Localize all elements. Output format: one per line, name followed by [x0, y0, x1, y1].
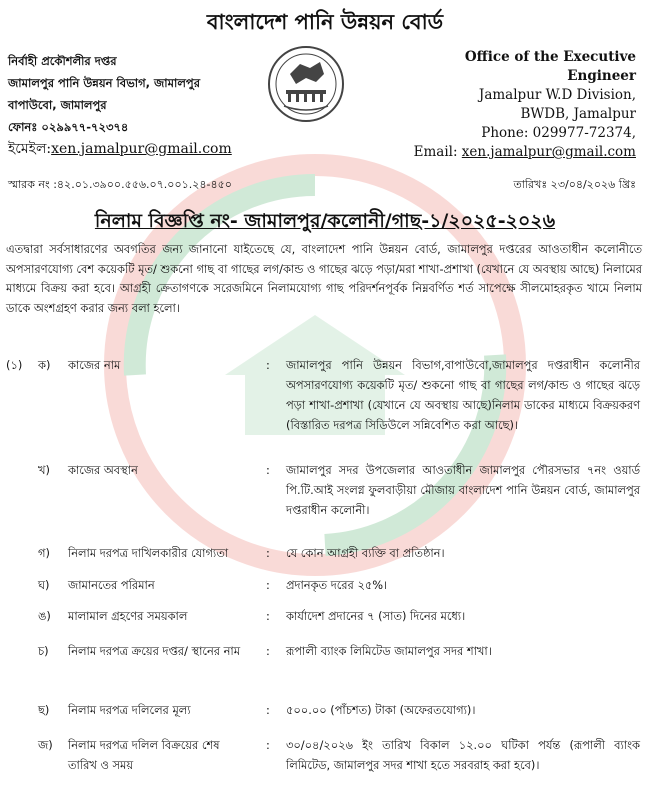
item-marker: ঘ) [38, 578, 50, 592]
item-label: নিলাম দরপত্র ক্রয়ের দপ্তর/ স্থানের নাম [68, 644, 241, 658]
phone-en: Phone: 029977-72374, [481, 125, 636, 141]
email-label-bn: ইমেইল: [8, 141, 52, 157]
item-colon: : [266, 358, 270, 372]
item-marker: গ) [38, 546, 50, 560]
item-marker: জ) [38, 738, 53, 752]
item-label: কাজের নাম [68, 358, 121, 372]
item-colon: : [266, 738, 270, 752]
item-label: নিলাম দরপত্র দলিলের মূল্য [68, 703, 191, 717]
address-en: BWDB, Jamalpur [520, 106, 636, 122]
office-name-en-1: Office of the Executive [464, 49, 636, 65]
english-office-address [366, 48, 636, 162]
item-value: জামালপুর সদর উপজেলার আওতাধীন জামালপুর পৌরসভার ৭নং ওয়ার্ড পি.টি.আই সংলগ্ন ফুলবাড়ীয়া মৌজায় বাংলাদেশ পানি উন্নয়ন বোর্ড, জামালপুর দপ্তরাধীন কলোনী। [286, 463, 640, 517]
phone-bn: ফোনঃ ০২৯৯৭৭-৭২৩৭৪ [8, 120, 129, 134]
item-colon: : [266, 546, 270, 560]
item-value: ৫০০.০০ (পাঁচশত) টাকা (অফেরতযোগ্য)। [286, 703, 476, 717]
address-bn: বাপাউবো, জামালপুর [8, 98, 107, 112]
item-value: যে কোন আগ্রহী ব্যক্তি বা প্রতিষ্ঠান। [286, 546, 445, 560]
division-name-en: Jamalpur W.D Division, [478, 87, 636, 103]
email-link-bn[interactable]: xen.jamalpur@gmail.com [51, 141, 232, 157]
division-name-bn: জামালপুর পানি উন্নয়ন বিভাগ, জামালপুর [8, 76, 201, 90]
notice-title: নিলাম বিজ্ঞপ্তি নং- জামালপুর/কলোনী/গাছ-১/২০২৫-২০২৬ [94, 210, 556, 232]
item-marker: চ) [38, 644, 49, 658]
bwdb-seal-logo [266, 44, 346, 124]
email-label-en: Email: [413, 144, 458, 160]
item-colon: : [266, 644, 270, 658]
item-value: কার্যাদেশ প্রদানের ৭ (সাত) দিনের মধ্যে। [286, 609, 466, 623]
email-en [366, 143, 636, 162]
office-name-bn: নির্বাহী প্রকৌশলীর দপ্তর [8, 54, 117, 68]
email-bn [8, 138, 288, 160]
notice-heading [0, 207, 650, 239]
item-label: নিলাম দরপত্র দাখিলকারীর যোগ্যতা [68, 546, 229, 560]
office-name-en-2: Engineer [567, 68, 636, 84]
item-label: জামানতের পরিমান [68, 578, 155, 592]
intro-paragraph: এতদ্বারা সর্বসাধারণের অবগতির জন্য জানানো যাইতেছে যে, বাংলাদেশ পানি উন্নয়ন বোর্ড, জামালপুর দপ্তরের আওতাধীন কলোনীতে অপসারণযোগ্য বেশ কয়েকটি মৃত/ শুকনো গাছ বা গাছের লগ/কান্ড ও গাছের ঝড়ে পড়া/মরা শাখা-প্রশাখা (যেখানে যে অবস্থায় আছে) নিলামের মাধ্যমে বিক্রয় করা হবে। আগ্রহী ক্রেতাগণকে সরেজমিনে নিলামযোগ্য গাছ পরিদর্শনপূর্বক নিম্নবর্ণিত শর্ত সাপেক্ষে সীলমোহরকৃত খামে নিলাম ডাকে অংশগ্রহণ করার জন্য বলা হলো। [6, 242, 642, 315]
item-marker: ছ) [38, 703, 50, 717]
item-label: নিলাম দরপত্র দলিল বিক্রয়ের শেষ তারিখ ও সময় [68, 738, 220, 772]
notice-date: তারিখঃ ২৩/০৪/২০২৬ খ্রিঃ [513, 178, 636, 191]
item-marker: খ) [38, 463, 50, 477]
item-colon: : [266, 578, 270, 592]
item-label: কাজের অবস্থান [68, 463, 138, 477]
item-number: (১) [6, 358, 23, 372]
item-marker: ক) [38, 358, 51, 372]
item-colon: : [266, 609, 270, 623]
organization-title: বাংলাদেশ পানি উন্নয়ন বোর্ড [206, 9, 444, 34]
item-colon: : [266, 463, 270, 477]
bangla-office-address [8, 50, 288, 160]
email-link-en[interactable]: xen.jamalpur@gmail.com [461, 144, 636, 160]
item-value: ৩০/০৪/২০২৬ ইং তারিখ বিকাল ১২.০০ ঘটিকা পর্যন্ত (রূপালী ব্যাংক লিমিটেড, জামালপুর সদর শাখা হতে সরবরাহ করা হবে)। [286, 738, 640, 772]
item-colon: : [266, 703, 270, 717]
item-value: প্রদানকৃত দরের ২৫%। [286, 578, 388, 592]
memo-number: স্মারক নং :৪২.০১.৩৯০০.৫৫৬.০৭.০০১.২৪-৪৫০ [8, 178, 232, 191]
item-label: মালামাল গ্রহণের সময়কাল [68, 609, 188, 623]
item-value: রূপালী ব্যাংক লিমিটেড জামালপুর সদর শাখা। [286, 644, 492, 658]
item-marker: ঙ) [38, 609, 51, 623]
item-value: জামালপুর পানি উন্নয়ন বিভাগ,বাপাউবো,জামালপুর দপ্তরাধীন কলোনীর অপসারণযোগ্য কয়েকটি মৃত/ শুকনো গাছ বা গাছের লগ/কান্ড ও গাছের ঝড়ে পড়া শাখা-প্রশাখা (যেখানে যে অবস্থায় আছে)নিলাম ডাকের মাধ্যমে বিক্রয়করণ (বিস্তারিত দরপত্র সিডিউলে সন্নিবেশিত করা আছে)। [286, 358, 640, 432]
